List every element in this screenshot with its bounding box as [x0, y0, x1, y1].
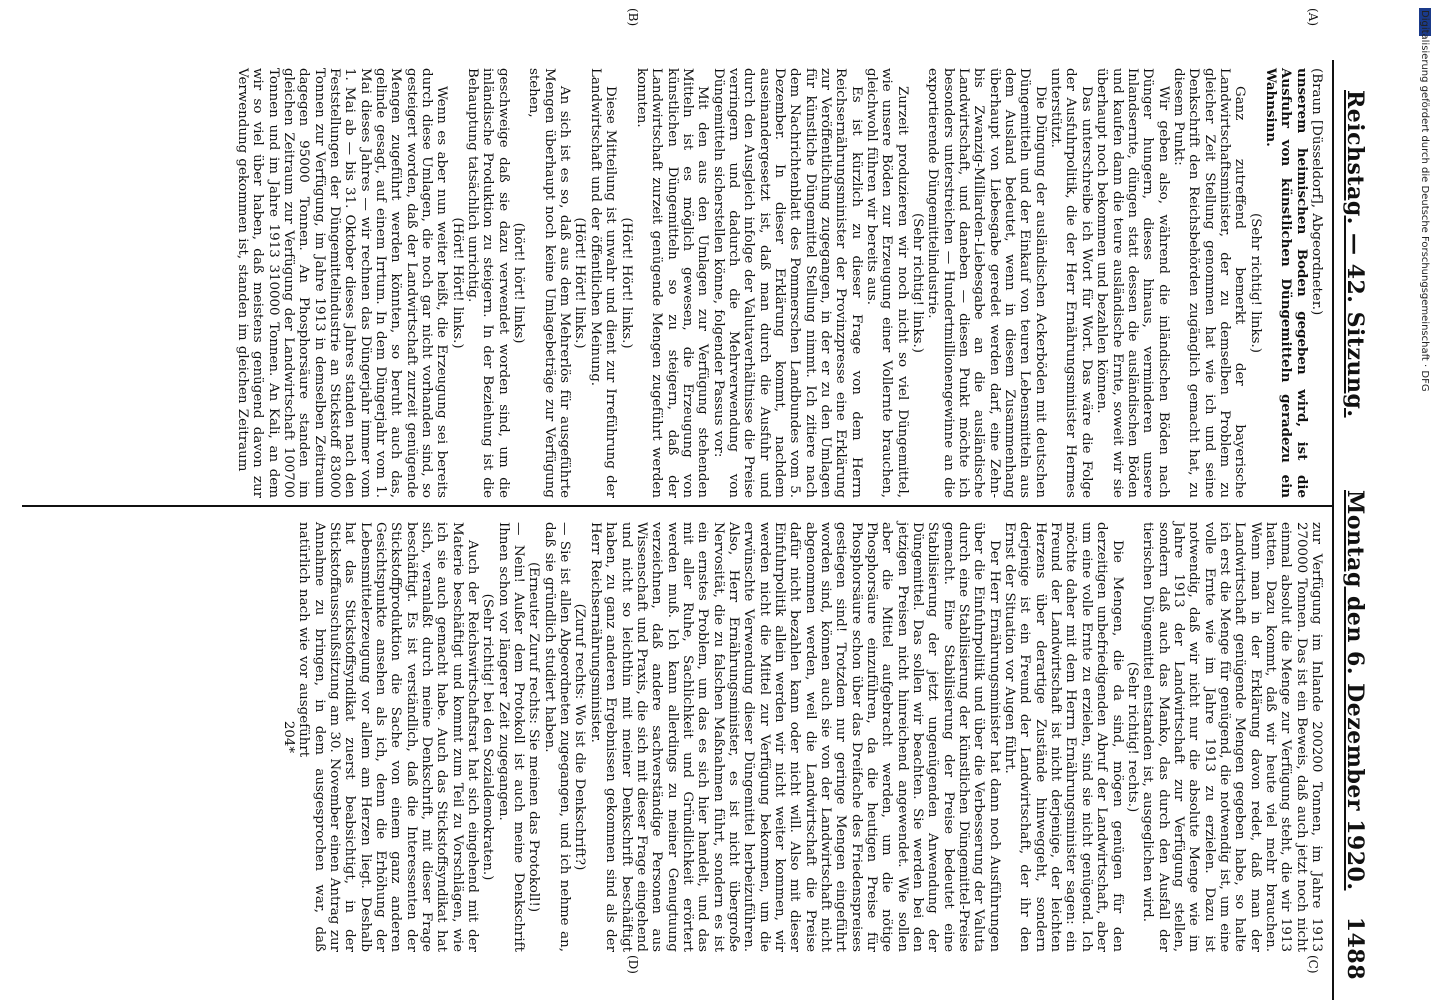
paragraph: Die Mengen, die da sind, mögen genügen für den derzeitigen unbefriedigenden Abruf der Landwirtschaft, aber um eine volle Ernte zu erzielen, sind sie nicht genügend. Ich möchte daher mit dem Herrn Ernährungsminister sagen: ein Freund der Landwirtschaft ist nicht derjenige, der leichten Herzens über derartige Zustände hinweggeht, sondern derjenige ist ein Freund der Landwirtschaft, der ihr den Ernst der Situation vor Augen führt. — [1002, 522, 1125, 952]
interjection: (hört! hört! links) — [511, 222, 527, 344]
interjection: (Sehr richtig! links.) — [910, 213, 926, 353]
margin-mark-a: (A) — [1306, 8, 1320, 27]
header-session: Reichstag. — 42. Sitzung. — [1342, 90, 1368, 418]
paragraph: Auch der Reichswirtschaftsrat hat sich eingehend mit der Materie beschäftigt und kommt zum Teil zu Vorschlägen, wie ich sie auch gemacht habe. Auch das Stickstoffsyndikat hat sich, veranlaßt durch meine Denkschrift, mit dieser Frage beschäftigt. Es ist verständlich, daß die Interessenten der Stickstoffproduktion die Sache von einem ganz anderen Gesichtspunkte ansehen als ich, denn die Erhöhung der Lebensmittelerzeugung vor allem am Herzen liegt. Deshalb hat das Stickstoffsyndikat zuerst beabsichtigt, in der Stickstoffausschußsitzung am 30. November einen Antrag zur Annahme zu bringen, in dem ausgesprochen war, daß natürlich nach wie vor ausgeführt — [296, 522, 481, 952]
interjection: (Sehr richtig! rechts.) — [1124, 661, 1140, 813]
margin-mark-c: (C) — [1306, 955, 1320, 974]
paragraph: Ganz zutreffend bemerkt der bayerische Landwirtschaftsminister, der zu demselben Problem zu gleicher Zeit Stellung genommen hat wie ich und seine Denkschrift den Reichsbehörden zugänglich gemacht hat, zu diesem Punkt: — [1170, 68, 1248, 498]
paragraph: Mit den aus den Umlagen zur Verfügung stehenden Mitteln ist es möglich gewesen, die Erzeugung von künstlichen Düngemitteln so zu steigern, daß der Landwirtschaft zurzeit genügende Mengen zugeführt werden konnten. — [633, 68, 711, 498]
right-column — [281, 522, 1324, 952]
paragraph: (Braun [Düsseldorf], Abgeordneter.) — [1309, 68, 1324, 316]
interjection: 204* — [280, 720, 296, 754]
paragraph: unserem heimischen Boden gegeben wird, ist die Ausfuhr von künstlichen Düngemitteln geradezu ein Wahnsinn. — [1262, 68, 1310, 498]
interjection: (Zuruf rechts: Wo ist die Denkschrift?) — [572, 603, 588, 871]
paragraph: — Nein! Außer dem Protokoll ist auch meine Denkschrift Ihnen schon vor längerer Zeit zugegangen. — [495, 522, 527, 952]
header-date: Montag den 6. Dezember 1920. — [1342, 490, 1368, 891]
paragraph: geschweige daß sie dazu verwendet worden sind, um die inländische Produktion zu steigern. In der Beziehung ist die Behauptung tatsächlich unrichtig. — [465, 68, 511, 498]
digitization-credit: Digitalisierung gefördert durch die Deutsche Forschungsgemeinschaft · DFG — [1419, 10, 1430, 392]
paragraph: Das unterschreibe ich Wort für Wort. Das wäre die Folge der Ausfuhrpolitik, die der Herr Ernährungsminister Hermes unterstützt. — [1048, 68, 1094, 498]
paragraph: Die Düngung der ausländischen Ackerböden mit deutschen Düngemitteln und der Einkauf von teuren Lebensmitteln aus dem Ausland bedeutet, wenn in diesem Zusammenhang überhaupt von Liebesgabe geredet werden darf, eine Zehn- bis Zwanzig-Milliarden-Liebesgabe an die ausländische Landwirtschaft, und daneben — diesen Punkt möchte ich besonders unterstreichen — Hundertmillionengewinne an die exportierende Düngemittelindustrie. — [925, 68, 1048, 498]
paragraph: Diese Mitteilung ist unwahr und dient zur Irreführung der Landwirtschaft und der öffentlichen Meinung. — [587, 68, 619, 498]
interjection: (Erneuter Zuruf rechts: Sie meinen das Protokoll!) — [526, 561, 542, 913]
paragraph: Wenn es aber nun weiter heißt, die Erzeugung sei bereits durch diese Umlagen, die noch gar nicht vorhanden sind, so gesteigert worden, daß der Landwirtschaft zurzeit genügende Mengen zugeführt werden könnten, so beruht auch das, gelinde gesagt, auf einem Irrtum. In dem Düngerjahr vom 1. Mai dieses Jahres — wir rechnen das Düngerjahr immer vom 1. Mai ab — bis 31. Oktober dieses Jahres standen nach den Feststellungen der Düngemittelindustrie an Stickstoff 83000 Tonnen zur Verfügung, im Jahre 1913 in demselben Zeitraum dagegen 95000 Tonnen. An Phosphorsäure standen im gleichen Zeitraum zur Verfügung der Landwirtschaft 100700 Tonnen und im Jahre 1913 310000 Tonnen. An Kali, an dem wir so viel über haben, daß meistens genügend davon zur Verwendung gekommen ist, standen im gleichen Zeitraum — [234, 68, 450, 498]
paragraph: zur Verfügung im Inlande 200200 Tonnen, im Jahre 1913 270000 Tonnen. Das ist ein Beweis, daß auch jetzt noch nicht einmal absolut die Menge zur Verfügung steht, die wir 1913 hatten. Dazu kommt, daß wir heute viel mehr brauchen. Wenn man in der Erklärung davon redet, daß man der Landwirtschaft genügende Mengen gegeben habe, so halte ich erst die Menge für genügend, die notwendig ist, um eine volle Ernte wie im Jahre 1913 zu erzielen. Dazu ist notwendig, daß wir nicht nur die absolute Menge wie im Jahre 1913 der Landwirtschaft zur Verfügung stellen, sondern daß auch das Manko, das durch den Ausfall der tierischen Düngemittel entstanden ist, ausgeglichen wird. — [1140, 522, 1324, 952]
interjection: (Sehr richtig! links.) — [1247, 213, 1263, 353]
paragraph: Es ist kürzlich zu dieser Frage von dem Herrn Reichsernährungsminister der Provinzpresse eine Erklärung zur Veröffentlichung zugegangen, in der er zu den Umlagen für künstliche Düngemittel Stellung nimmt. Ich zitiere nach dem Nachrichtenblatt des Pommerschen Landbundes vom 5. Dezember. In dieser Erklärung kommt, nachdem auseinandergesetzt ist, daß man durch die Ausfuhr und durch den Ausgleich infolge der Valutaverhältnisse die Preise verringern und dadurch die Mehrverwendung von Düngemitteln sicherstellen könne, folgender Passus vor: — [710, 68, 864, 498]
interjection: (Hört! Hört! links.) — [449, 217, 465, 349]
left-column — [235, 68, 1324, 498]
header-rule — [1332, 60, 1334, 1000]
paragraph: Zurzeit produzieren wir noch nicht so viel Düngemittel, wie unsere Böden zur Erzeugung einer Vollernte brauchen, gleichwohl führen wir bereits aus. — [864, 68, 910, 498]
interjection: (Sehr richtig! bei den Sozialdemokraten.) — [480, 593, 496, 881]
margin-mark-d: (D) — [626, 955, 640, 974]
interjection: (Hört! Hört! links.) — [618, 217, 634, 349]
page-number: 1488 — [1342, 916, 1368, 980]
paragraph: An sich ist es so, daß aus dem Mehrerlös für ausgeführte Mengen überhaupt noch keine Umlagebeträge zur Verfügung stehen, — [526, 68, 573, 498]
margin-mark-b: (B) — [626, 8, 640, 27]
interjection: (Hört! Hört! links.) — [572, 217, 588, 349]
paragraph: Wir geben also, während die inländischen Böden nach Dünger hungern, dieses hinaus, verminderen unsere Inlandsernte, düngen statt dessen die ausländischen Böden und kaufen dann die teure ausländische Ernte, soweit wir sie überhaupt noch bekommen und bezahlen können. — [1094, 68, 1171, 498]
page-header — [1334, 70, 1374, 990]
paragraph: — Sie ist allen Abgeordneten zugegangen, und ich nehme an, daß sie gründlich studiert haben. — [541, 522, 573, 952]
column-divider — [22, 505, 1334, 507]
paragraph: Der Herr Ernährungsminister hat dann noch Ausführungen über die Einfuhrpolitik und über die Verbesserung der Valuta durch eine Stabilisierung der künstlichen Düngemittel-Preise gemacht. Eine Stabilisierung der Preise bedeutet eine Stabilisierung der jetzt ungenügenden Anwendung der Düngemittel. Das sollen wir beachten. Sie werden bei den jetzigen Preisen nicht hinreichend angewendet. Wie sollen aber die Mittel aufgebracht werden, um die nötige Phosphorsäure einzuführen, da die heutigen Preise für Phosphorsäure schon über das Dreifache des Friedenspreises gestiegen sind! Trotzdem nur geringe Mengen eingeführt worden sind, können auch sie von der Landwirtschaft nicht abgenommen werden, weil die Landwirtschaft die Preise dafür nicht bezahlen kann oder nicht will. Also mit dieser Einfuhrpolitik allein werden wir nicht weiter kommen, wir werden nicht die Mittel zur Verfügung bekommen, um die erwünschte Verwendung dieser Düngemittel herbeizuführen. Also, Herr Ernährungsminister, es ist nicht übergroße Nervosität, die zu falschen Maßnahmen führt, sondern es ist ein ernstes Problem, um das es sich hier handelt, und das mit aller Ruhe, Sachlichkeit und Gründlichkeit erörtert werden muß. Ich kann allerdings zu meiner Genugtuung verzeichnen, daß andere sachverständige Personen aus Wissenschaft und Praxis, die sich mit dieser Frage eingehend und nicht so leichthin mit meiner Denkschrift beschäftigt haben, zu ganz anderen Ergebnissen gekommen sind als der Herr Reichsernährungsminister. — [587, 522, 1002, 952]
